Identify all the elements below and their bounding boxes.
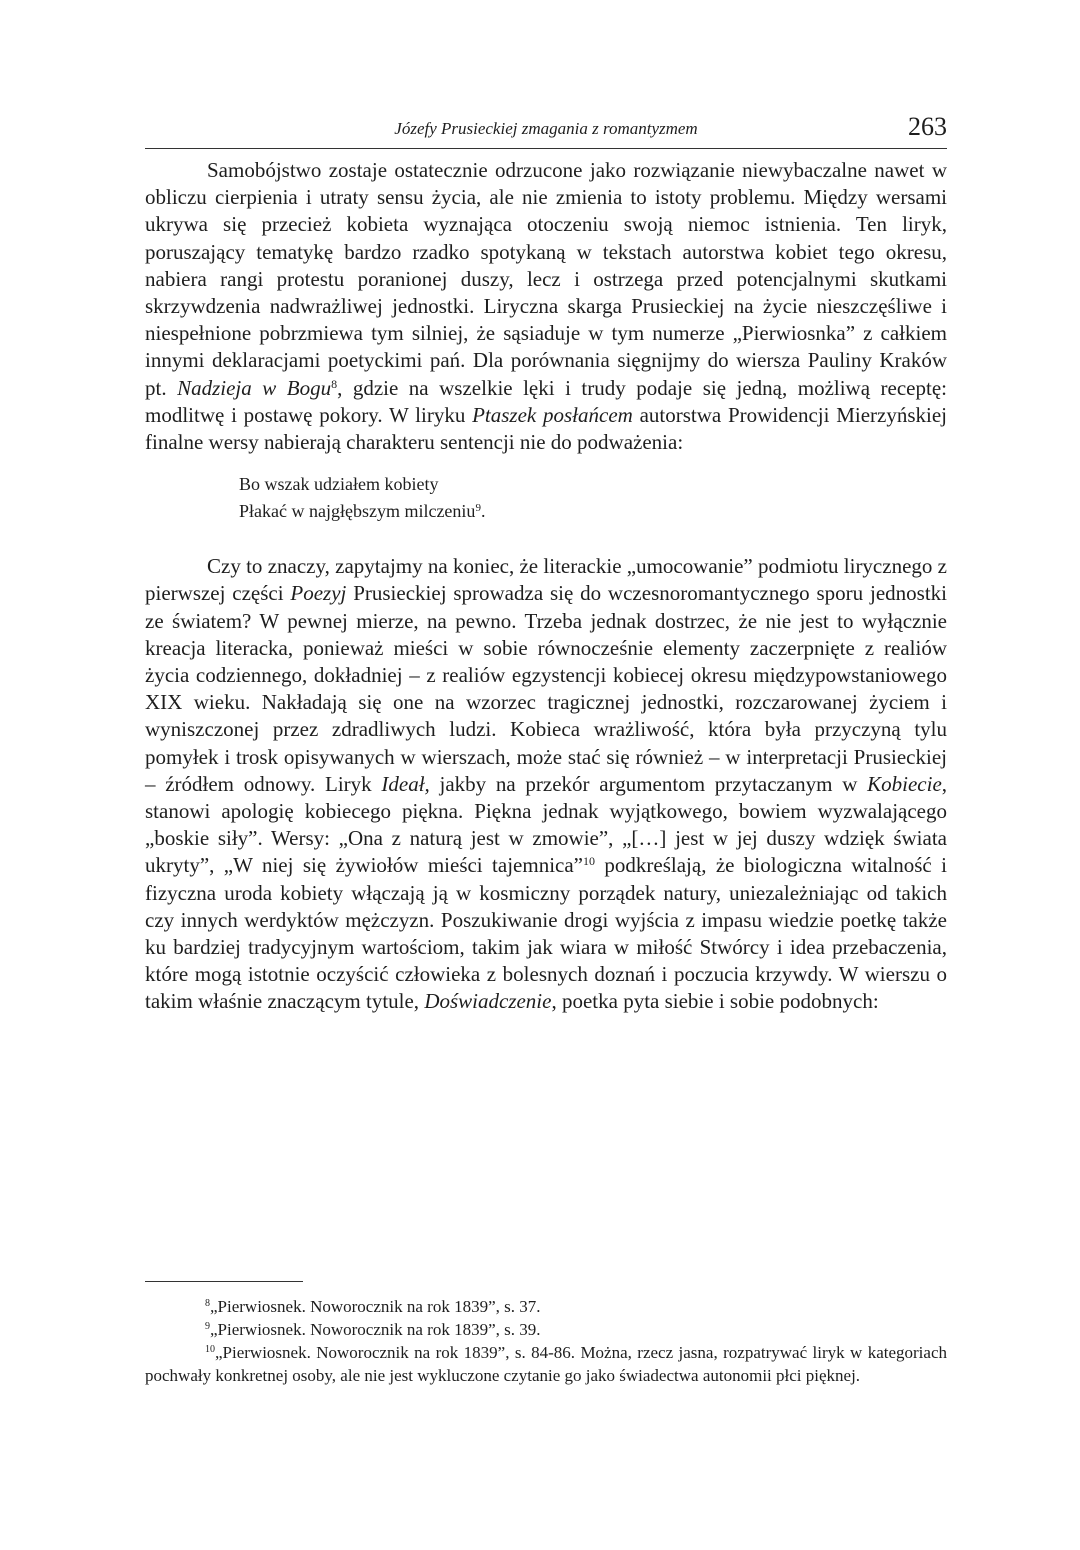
footnote-divider [145, 1281, 303, 1282]
poem-title: Kobiecie [867, 771, 942, 796]
footnote-ref: 9 [475, 502, 481, 515]
verse-quote [239, 471, 947, 525]
text-run: , gdzie na wszelkie lęki i trudy podaje się jedną, możliwą receptę: modlitwę i postawę pokory. W liryku [145, 375, 947, 427]
verse-line: Bo wszak udziałem kobiety [239, 474, 439, 495]
text-run: podkreślają, że biologiczna witalność i fizyczna uroda kobiety włączają ją w kosmiczny porządek natury, uniezależniając od takich czy innych werdyktów mężczyzn. Poszukiwanie drogi wyjścia z impasu wiedzie poetkę także ku bardziej tradycyjnym wartościom, takim jak wiara w miłość Stwórcy i idea przebaczenia, które mogą istotnie oczyścić człowieka z bolesnych doznań i poczucia krzywdy. W wierszu o takim właśnie znaczącym tytule, [145, 853, 947, 1014]
paragraph-1 [145, 157, 947, 456]
text-run: , stanowi apologię kobiecego piękna. Piękna jednak wyjątkowego, bowiem wyzwalającego „boskie siły”. Wersy: „Ona z naturą jest w zmowie”, „[…] jest w jej duszy wdzięk świata ukryty”, „W niej się żywiołów mieści tajemnica” [145, 771, 948, 878]
verse-text: Płakać w najgłębszym milczeniu [239, 501, 476, 522]
footnote-ref: 10 [583, 854, 595, 869]
footnote-number: 9 [205, 1321, 210, 1332]
book-title: Poezyj [290, 581, 347, 606]
footnote-9 [145, 1318, 947, 1341]
poem-title: Nadzieja w Bogu [177, 375, 332, 400]
poem-title: Ptaszek posłańcem [472, 402, 633, 427]
footnote-ref: 8 [331, 376, 338, 391]
verse-line [239, 498, 947, 525]
text-run: jakby na przekór argumentom przytaczanym w [429, 771, 868, 796]
footnote-text: „Pierwiosnek. Noworocznik na rok 1839”, s. 84-86. Można, rzecz jasna, rozpatrywać liryk w kategoriach pochwały konkretnej osoby, ale nie jest wykluczone czytanie go jako świadectwa autonomii płci pięknej. [145, 1343, 947, 1385]
running-title: Józefy Prusieckiej zmagania z romantyzmem [394, 119, 698, 138]
footnotes [145, 1295, 947, 1387]
poem-title: Ideał, [381, 771, 430, 796]
page-header [145, 112, 947, 149]
text-run: , poetka pyta siebie i sobie podobnych: [551, 989, 879, 1014]
text-run: autorstwa Prowidencji Mierzyńskiej finalne wersy nabierają charakteru sentencji nie do podważenia: [145, 402, 947, 455]
footnote-text: „Pierwiosnek. Noworocznik na rok 1839”, s. 39. [210, 1320, 541, 1339]
poem-title: Doświadczenie [424, 989, 552, 1014]
text-run: Samobójstwo zostaje ostatecznie odrzucone jako rozwiązanie niewybaczalne nawet w obliczu cierpienia i utraty sensu życia, ale nie zmienia to istoty problemu. Między wersami ukrywa się przecież kobieta wyznająca otoczeniu swoją niemoc istnienia. Ten liryk, poruszający tematykę bardzo rzadko spotykaną w tekstach autorstwa kobiet tego okresu, nabiera rangi protestu poranionej duszy, lecz i ostrzega przed potencjalnymi skutkami skrzywdzenia nadwrażliwej jednostki. Liryczna skarga Prusieckiej na życie nieszczęśliwe i niespełnione pobrzmiewa tym silniej, że sąsiaduje w tym numerze „Pierwiosnka” z całkiem innymi deklaracjami poetyckimi pań. Dla porównania sięgnijmy do wiersza Pauliny Kraków pt. [145, 158, 947, 400]
footnote-number: 8 [205, 1298, 210, 1309]
footnote-text: „Pierwiosnek. Noworocznik na rok 1839”, s. 37. [210, 1297, 541, 1316]
footnote-number: 10 [205, 1344, 215, 1355]
text-run: Prusieckiej sprowadza się do wczesnoromantycznego sporu jednostki ze światem? W pewnej mierze, na pewno. Trzeba jednak dostrzec, że nie jest to wyłącznie kreacja literacka, ponieważ mieści w sobie równocześnie elementy zaczerpnięte z realiów życia codziennego, dokładniej – z realiów egzystencji kobiecej okresu międzypowstaniowego XIX wieku. Nakładają się one na wzorzec tragicznej jednostki, rozczarowanej życiem i wyniszczonej przez zdradliwych ludzi. Kobieca wrażliwość, która była przyczyną tylu pomyłek i trosk opisywanych w wierszach, może stać się również – w interpretacji Prusieckiej – źródłem odnowy. Liryk [145, 581, 947, 796]
verse-punct: . [480, 501, 486, 522]
text-run: Czy to znaczy, zapytajmy na koniec, że literackie „umocowanie” podmiotu lirycznego z pierwszej części [145, 554, 947, 606]
footnote-10 [145, 1341, 947, 1387]
paragraph-2 [145, 553, 947, 1015]
page-number: 263 [908, 112, 947, 141]
footnote-8 [145, 1295, 947, 1318]
body-text [145, 157, 947, 1016]
